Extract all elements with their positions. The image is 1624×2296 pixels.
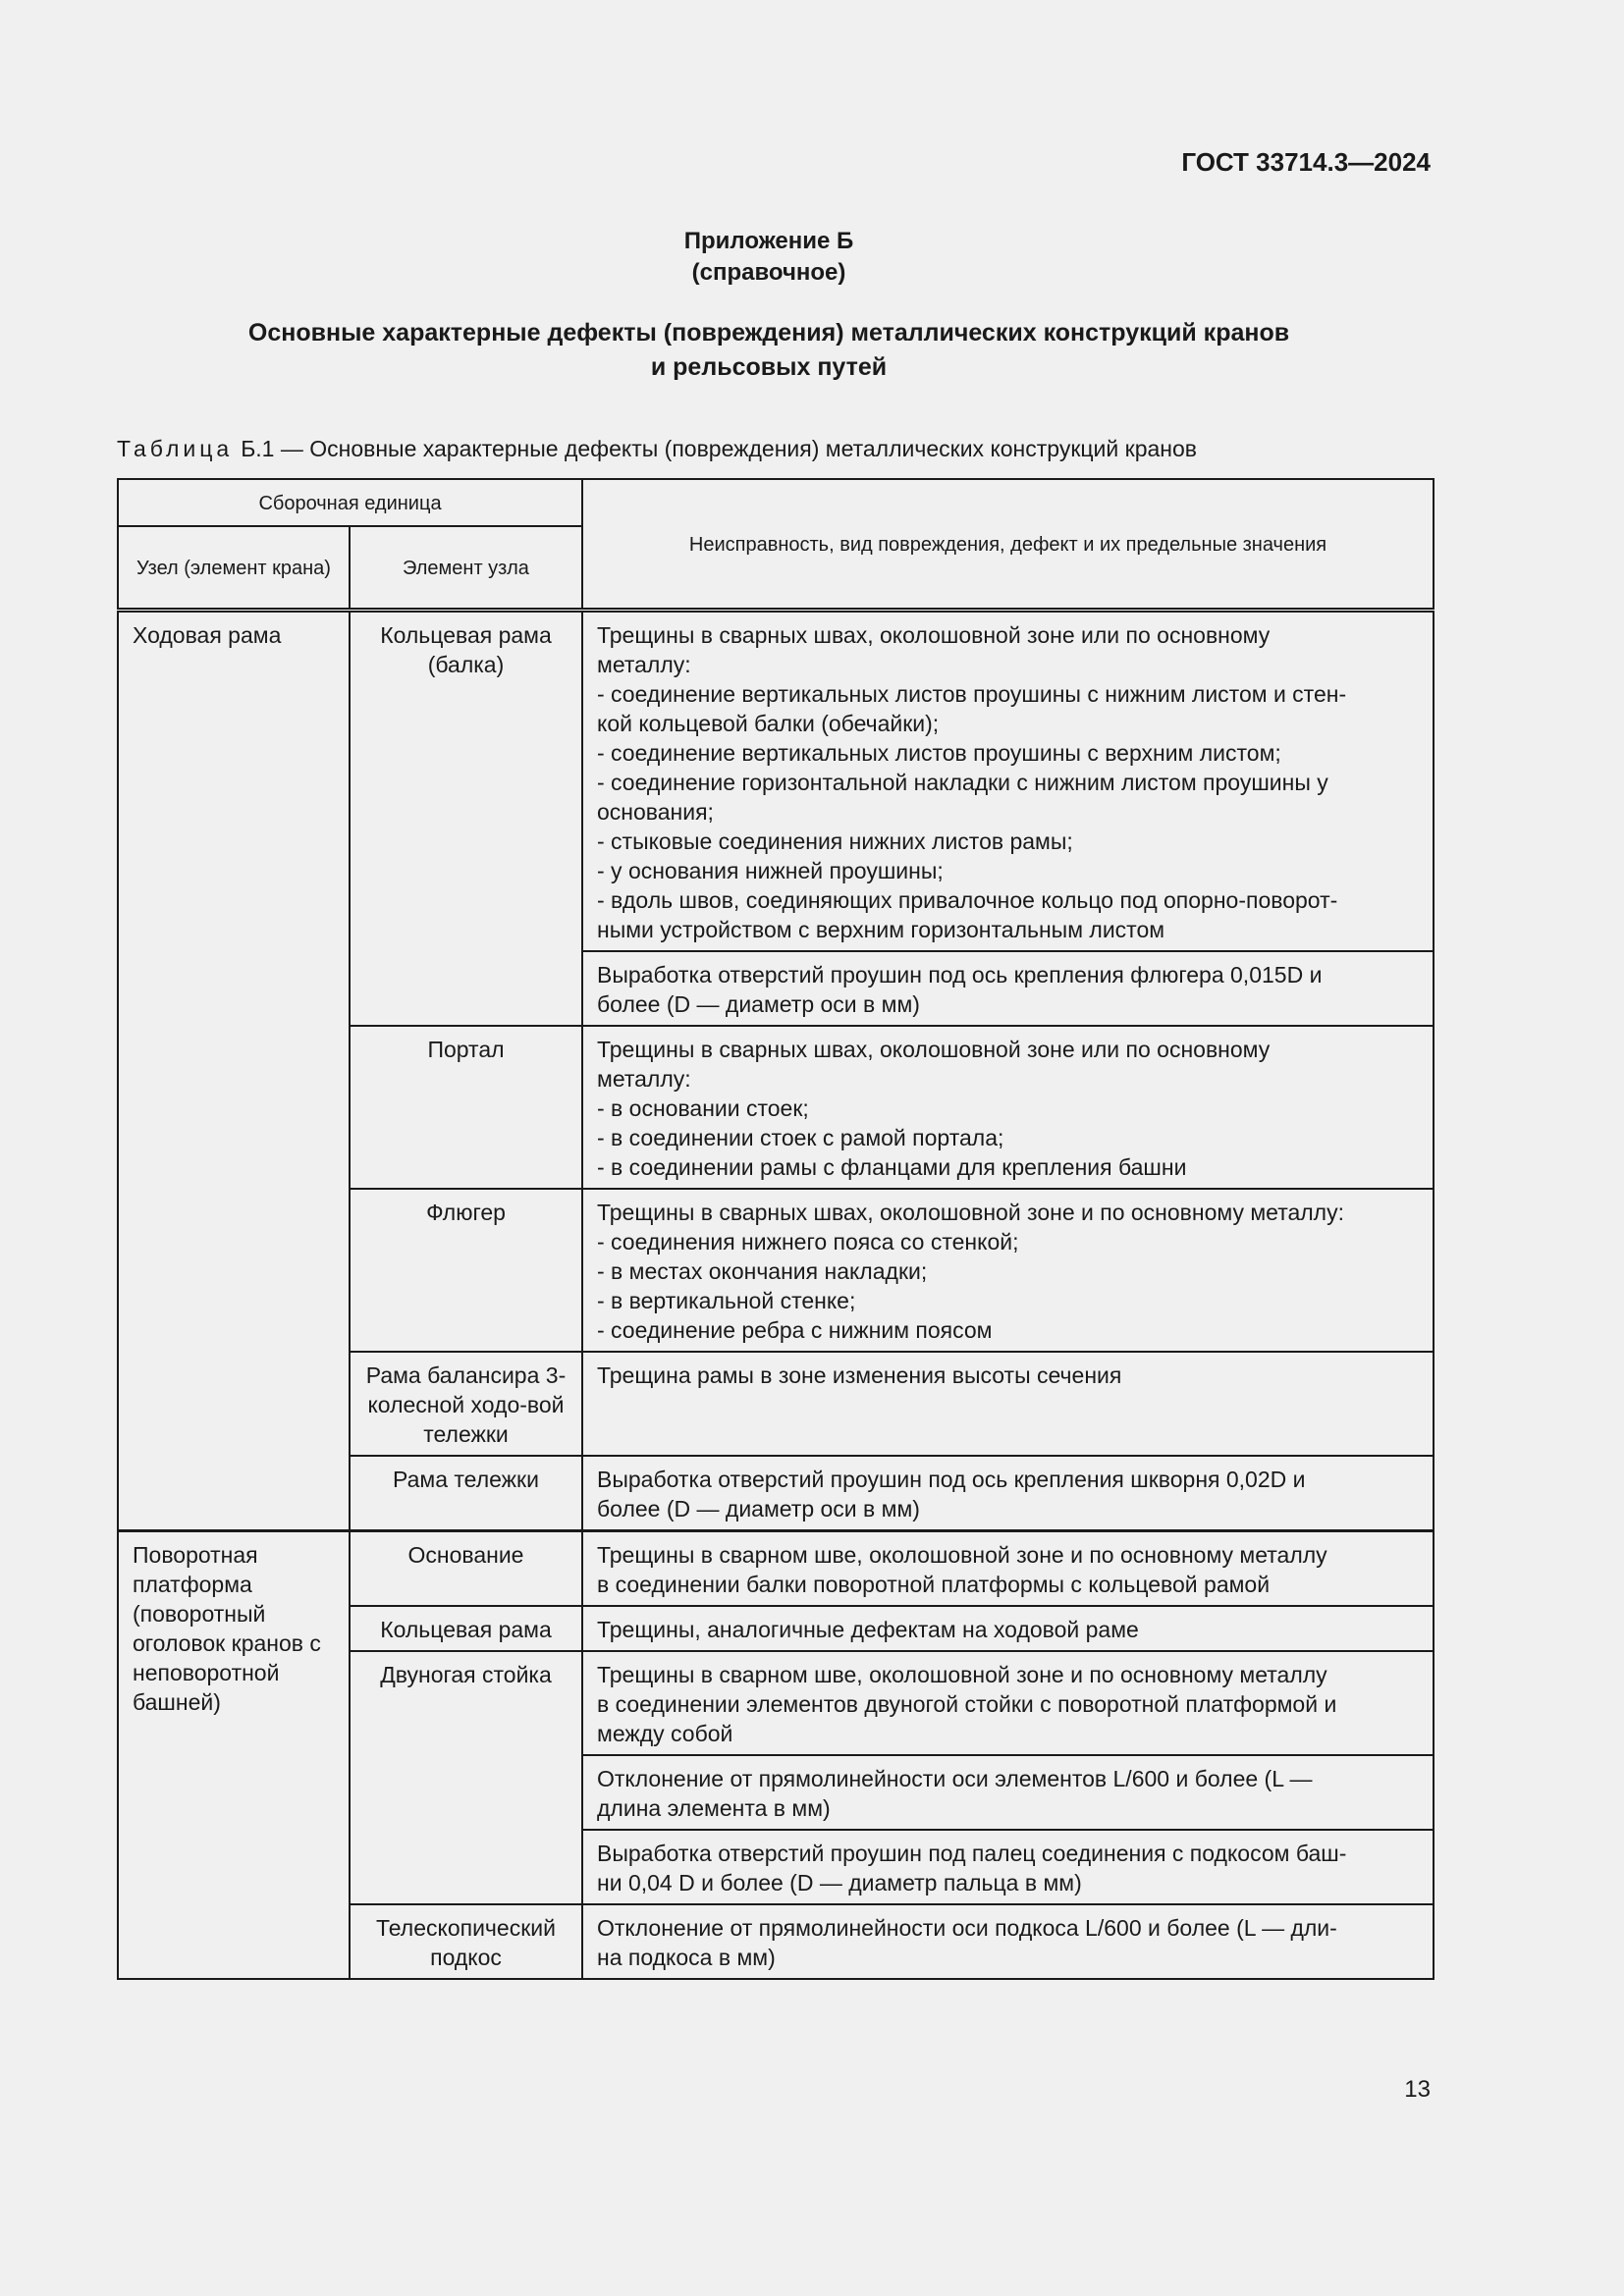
element-cell: Двуногая стойка (350, 1651, 582, 1904)
header-description: Неисправность, вид повреждения, дефект и их предельные значения (582, 479, 1434, 611)
description-line: более (D — диаметр оси в мм) (597, 991, 920, 1017)
header-node: Узел (элемент крана) (118, 526, 350, 611)
appendix-subtitle: (справочное) (691, 259, 846, 286)
description-line: в соединении элементов двуногой стойки с поворотной платформой и (597, 1691, 1337, 1717)
table-row (118, 611, 1434, 952)
description-line: - вдоль швов, соединяющих привалочное кольцо под опорно-поворот- (597, 887, 1338, 913)
defects-table (117, 478, 1435, 1980)
description-line: Выработка отверстий проушин под ось крепления флюгера 0,015D и (597, 962, 1323, 988)
element-cell: Флюгер (350, 1189, 582, 1352)
page-title-line-2: и рельсовых путей (650, 353, 888, 381)
description-cell (582, 1606, 1434, 1651)
description-line: Трещины, аналогичные дефектам на ходовой раме (597, 1617, 1139, 1642)
header-element: Элемент узла (350, 526, 582, 611)
element-cell: Кольцевая рама (балка) (350, 611, 582, 1027)
table-caption (117, 436, 1197, 462)
table-row (118, 1531, 1434, 1607)
page-number: 13 (1404, 2076, 1431, 2103)
table-caption-text: Б.1 — Основные характерные дефекты (повреждения) металлических конструкций кранов (241, 436, 1198, 461)
description-line: Отклонение от прямолинейности оси элементов L/600 и более (L — (597, 1766, 1313, 1791)
element-cell: Кольцевая рама (350, 1606, 582, 1651)
description-cell (582, 1026, 1434, 1189)
description-line: - в вертикальной стенке; (597, 1288, 856, 1313)
description-line: металлу: (597, 652, 691, 677)
description-line: - соединение вертикальных листов проушины с нижним листом и стен- (597, 681, 1347, 707)
description-line: Отклонение от прямолинейности оси подкоса L/600 и более (L — дли- (597, 1915, 1337, 1941)
description-cell (582, 1352, 1434, 1456)
description-line: Выработка отверстий проушин под ось крепления шкворня 0,02D и (597, 1467, 1306, 1492)
appendix-heading (0, 226, 1624, 289)
description-cell (582, 1189, 1434, 1352)
description-cell (582, 951, 1434, 1026)
description-line: - соединение вертикальных листов проушины с верхним листом; (597, 740, 1281, 766)
page-title-line-1: Основные характерные дефекты (повреждения) металлических конструкций кранов (247, 319, 1290, 347)
description-line: Выработка отверстий проушин под палец соединения с подкосом баш- (597, 1841, 1347, 1866)
description-line: - в соединении стоек с рамой портала; (597, 1125, 1004, 1150)
description-line: основания; (597, 799, 714, 825)
table-header (118, 479, 1434, 611)
description-line: - соединение ребра с нижним поясом (597, 1317, 993, 1343)
element-cell: Основание (350, 1531, 582, 1607)
node-cell: Поворотная платформа (поворотный оголовок кранов с неповоротной башней) (118, 1531, 350, 1980)
description-line: - в местах окончания накладки; (597, 1258, 928, 1284)
description-line: Трещина рамы в зоне изменения высоты сечения (597, 1362, 1122, 1388)
description-line: - стыковые соединения нижних листов рамы; (597, 828, 1073, 854)
table-body (118, 611, 1434, 1980)
description-line: более (D — диаметр оси в мм) (597, 1496, 920, 1522)
description-line: - в соединении рамы с фланцами для крепления башни (597, 1154, 1187, 1180)
description-line: - соединение горизонтальной накладки с нижним листом проушины у (597, 770, 1328, 795)
description-line: Трещины в сварном шве, околошовной зоне и по основному металлу (597, 1542, 1327, 1568)
description-line: ни 0,04 D и более (D — диаметр пальца в мм) (597, 1870, 1082, 1896)
description-cell (582, 1830, 1434, 1904)
description-line: в соединении балки поворотной платформы с кольцевой рамой (597, 1572, 1271, 1597)
description-line: Трещины в сварных швах, околошовной зоне или по основному (597, 622, 1271, 648)
description-cell (582, 611, 1434, 952)
description-line: на подкоса в мм) (597, 1945, 776, 1970)
table-caption-label: Таблица (117, 436, 234, 461)
description-cell (582, 1456, 1434, 1531)
description-line: - соединения нижнего пояса со стенкой; (597, 1229, 1019, 1255)
description-line: ными устройством с верхним горизонтальным листом (597, 917, 1165, 942)
element-cell: Рама тележки (350, 1456, 582, 1531)
header-assembly-unit: Сборочная единица (118, 479, 582, 526)
document-code: ГОСТ 33714.3—2024 (1181, 147, 1431, 177)
description-cell (582, 1755, 1434, 1830)
description-line: Трещины в сварных швах, околошовной зоне и по основному металлу: (597, 1200, 1344, 1225)
description-line: Трещины в сварном шве, околошовной зоне и по основному металлу (597, 1662, 1327, 1687)
description-line: длина элемента в мм) (597, 1795, 831, 1821)
description-line: кой кольцевой балки (обечайки); (597, 711, 940, 736)
description-line: Трещины в сварных швах, околошовной зоне или по основному (597, 1037, 1271, 1062)
appendix-title: Приложение Б (683, 228, 854, 254)
element-cell: Телескопический подкос (350, 1904, 582, 1979)
description-line: металлу: (597, 1066, 691, 1092)
description-line: - у основания нижней проушины; (597, 858, 944, 883)
element-cell: Портал (350, 1026, 582, 1189)
description-line: между собой (597, 1721, 733, 1746)
description-cell (582, 1531, 1434, 1607)
description-cell (582, 1904, 1434, 1979)
node-cell: Ходовая рама (118, 611, 350, 1531)
description-cell (582, 1651, 1434, 1755)
page-title (0, 316, 1624, 385)
description-line: - в основании стоек; (597, 1095, 809, 1121)
element-cell: Рама балансира 3-колесной ходо-вой тележки (350, 1352, 582, 1456)
